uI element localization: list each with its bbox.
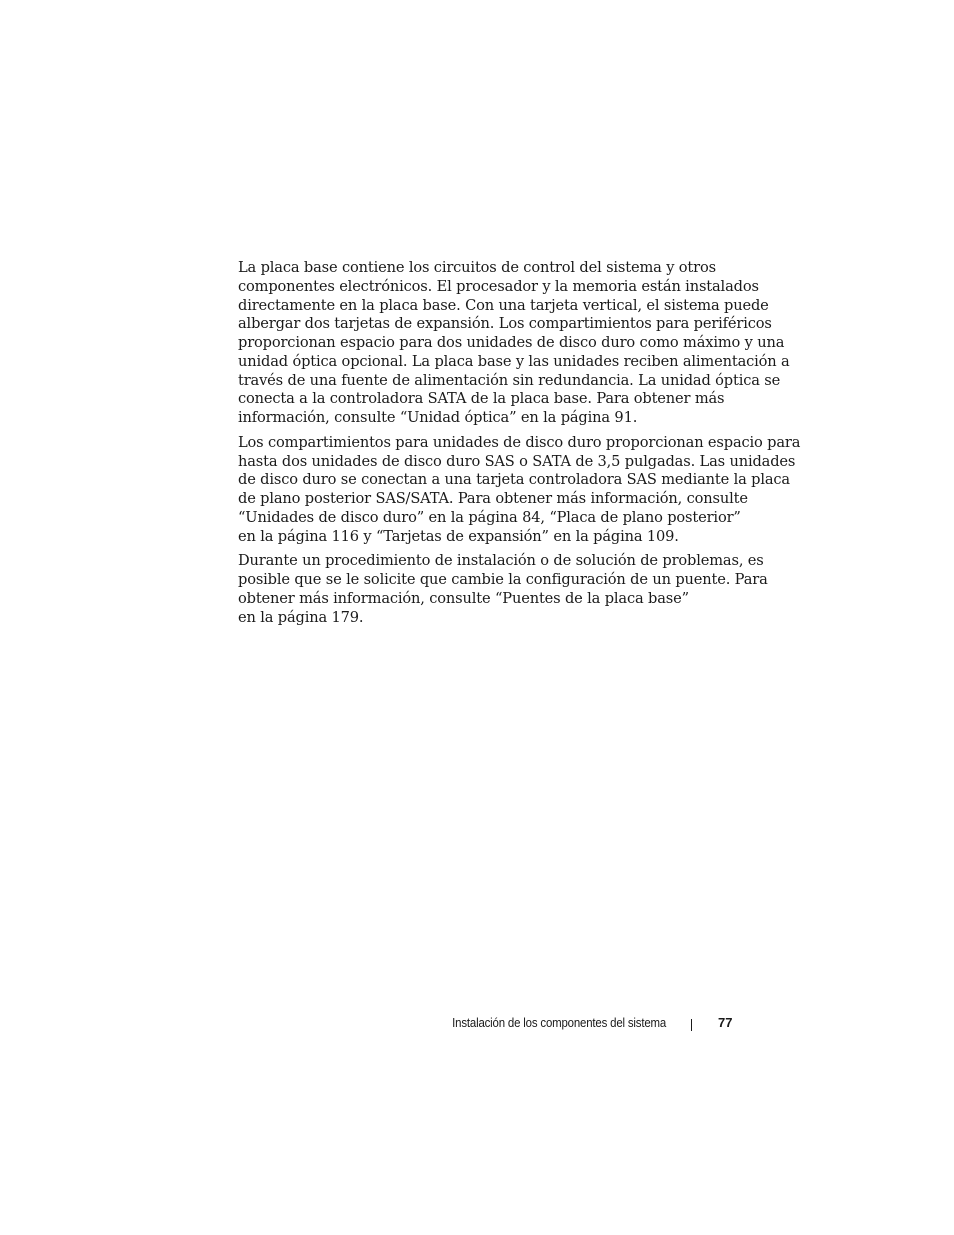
footer-separator [691,1019,692,1031]
text-line: en la página 179. [238,608,364,626]
text-line: albergar dos tarjetas de expansión. Los compartimientos para periféricos [238,315,772,333]
paragraph-jumpers [238,552,768,627]
footer-section-title: Instalación de los componentes del sistema [452,1015,666,1030]
text-line: posible que se le solicite que cambie la configuración de un puente. Para [238,571,768,588]
text-line: Durante un procedimiento de instalación o de solución de problemas, es [238,552,764,570]
text-line: componentes electrónicos. El procesador y la memoria están instalados [238,277,759,295]
page-footer [0,1015,954,1035]
paragraph-hard-drive-bays [238,433,801,547]
text-line: en la página 116 y “Tarjetas de expansión” en la página 109. [238,527,679,545]
paragraph-system-board [238,259,790,428]
text-line: Los compartimientos para unidades de disco duro proporcionan espacio para [238,433,801,451]
text-line: La placa base contiene los circuitos de control del sistema y otros [238,259,716,276]
text-line: conecta a la controladora SATA de la placa base. Para obtener más [238,390,725,408]
text-line: través de una fuente de alimentación sin redundancia. La unidad óptica se [238,371,781,389]
text-line: de disco duro se conectan a una tarjeta controladora SAS mediante la placa [238,471,790,489]
body-text [238,259,801,633]
page-number: 77 [718,1015,733,1030]
text-line: hasta dos unidades de disco duro SAS o SATA de 3,5 pulgadas. Las unidades [238,452,796,470]
text-line: información, consulte “Unidad óptica” en la página 91. [238,409,638,426]
text-line: directamente en la placa base. Con una tarjeta vertical, el sistema puede [238,296,769,314]
text-line: obtener más información, consulte “Puentes de la placa base” [238,589,689,607]
text-line: proporcionan espacio para dos unidades de disco duro como máximo y una [238,334,785,351]
text-line: “Unidades de disco duro” en la página 84, “Placa de plano posterior” [238,508,741,526]
text-line: de plano posterior SAS/SATA. Para obtener más información, consulte [238,490,748,507]
text-line: unidad óptica opcional. La placa base y las unidades reciben alimentación a [238,352,790,370]
